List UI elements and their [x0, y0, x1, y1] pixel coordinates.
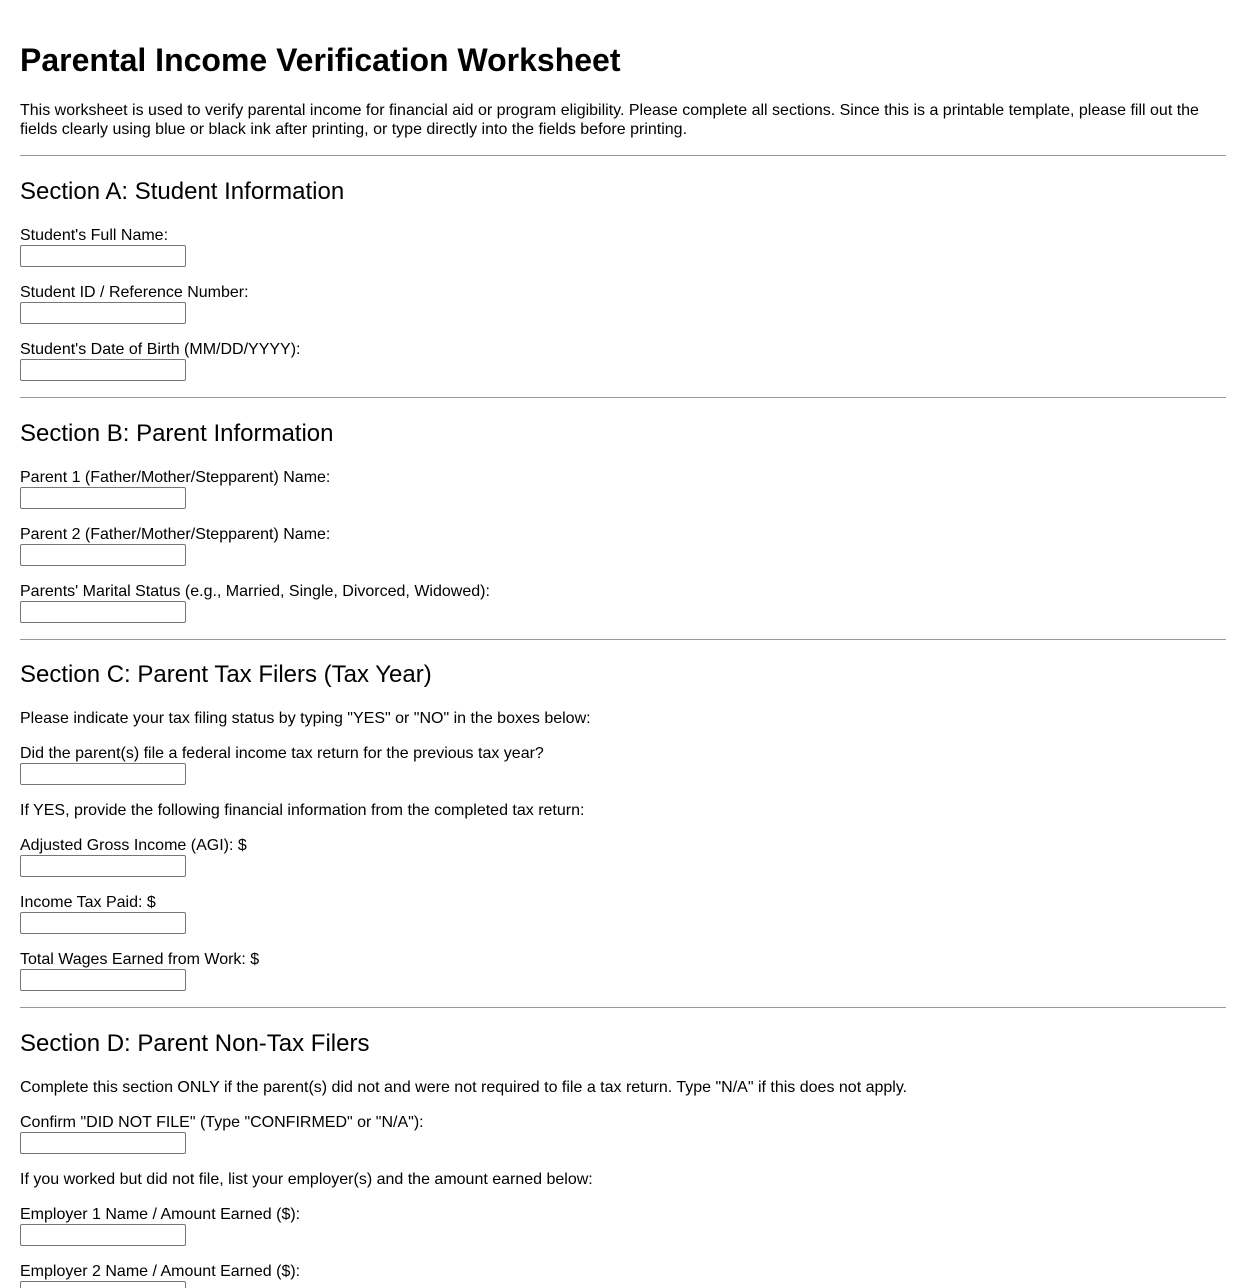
- student-dob-label: Student's Date of Birth (MM/DD/YYYY):: [20, 341, 301, 358]
- employer1-input[interactable]: [20, 1224, 186, 1246]
- agi-label: Adjusted Gross Income (AGI): $: [20, 837, 247, 854]
- total-wages-input[interactable]: [20, 969, 186, 991]
- income-tax-paid-label: Income Tax Paid: $: [20, 894, 156, 911]
- tax-status-instruction: Please indicate your tax filing status by typing "YES" or "NO" in the boxes below:: [20, 710, 591, 727]
- filed-return-label: Did the parent(s) file a federal income tax return for the previous tax year?: [20, 745, 544, 762]
- student-id-label: Student ID / Reference Number:: [20, 284, 249, 301]
- marital-status-label: Parents' Marital Status (e.g., Married, Single, Divorced, Widowed):: [20, 583, 490, 600]
- intro-paragraph: This worksheet is used to verify parental income for financial aid or program eligibility. Please complete all sections. Since this is a printable template, please fill out the fields clearly using blue or black ink after printing, or type directly into the fields before printing.: [20, 102, 1199, 138]
- student-name-input[interactable]: [20, 245, 186, 267]
- section-divider: [20, 397, 1226, 398]
- income-tax-paid-input[interactable]: [20, 912, 186, 934]
- non-filer-instruction: Complete this section ONLY if the parent(s) did not and were not required to file a tax return. Type "N/A" if this does not apply.: [20, 1079, 908, 1096]
- total-wages-label: Total Wages Earned from Work: $: [20, 951, 260, 968]
- parent1-name-label: Parent 1 (Father/Mother/Stepparent) Name:: [20, 469, 331, 486]
- employer2-input[interactable]: [20, 1281, 186, 1288]
- if-yes-note: If YES, provide the following financial information from the completed tax return:: [20, 802, 585, 819]
- employer-note: If you worked but did not file, list your employer(s) and the amount earned below:: [20, 1171, 593, 1188]
- section-divider: [20, 1007, 1226, 1008]
- student-dob-input[interactable]: [20, 359, 186, 381]
- parent2-name-label: Parent 2 (Father/Mother/Stepparent) Name:: [20, 526, 331, 543]
- section-divider: [20, 639, 1226, 640]
- parent2-name-input[interactable]: [20, 544, 186, 566]
- page-title: Parental Income Verification Worksheet: [20, 42, 621, 78]
- agi-input[interactable]: [20, 855, 186, 877]
- parent1-name-input[interactable]: [20, 487, 186, 509]
- section-d-title: Section D: Parent Non-Tax Filers: [20, 1030, 370, 1057]
- employer2-label: Employer 2 Name / Amount Earned ($):: [20, 1263, 301, 1280]
- did-not-file-label: Confirm "DID NOT FILE" (Type "CONFIRMED" or "N/A"):: [20, 1114, 424, 1131]
- filed-return-input[interactable]: [20, 763, 186, 785]
- marital-status-input[interactable]: [20, 601, 186, 623]
- employer1-label: Employer 1 Name / Amount Earned ($):: [20, 1206, 301, 1223]
- section-divider: [20, 155, 1226, 156]
- student-id-input[interactable]: [20, 302, 186, 324]
- section-c-title: Section C: Parent Tax Filers (Tax Year): [20, 661, 432, 688]
- section-b-title: Section B: Parent Information: [20, 420, 334, 447]
- student-name-label: Student's Full Name:: [20, 227, 169, 244]
- did-not-file-input[interactable]: [20, 1132, 186, 1154]
- section-a-title: Section A: Student Information: [20, 178, 345, 205]
